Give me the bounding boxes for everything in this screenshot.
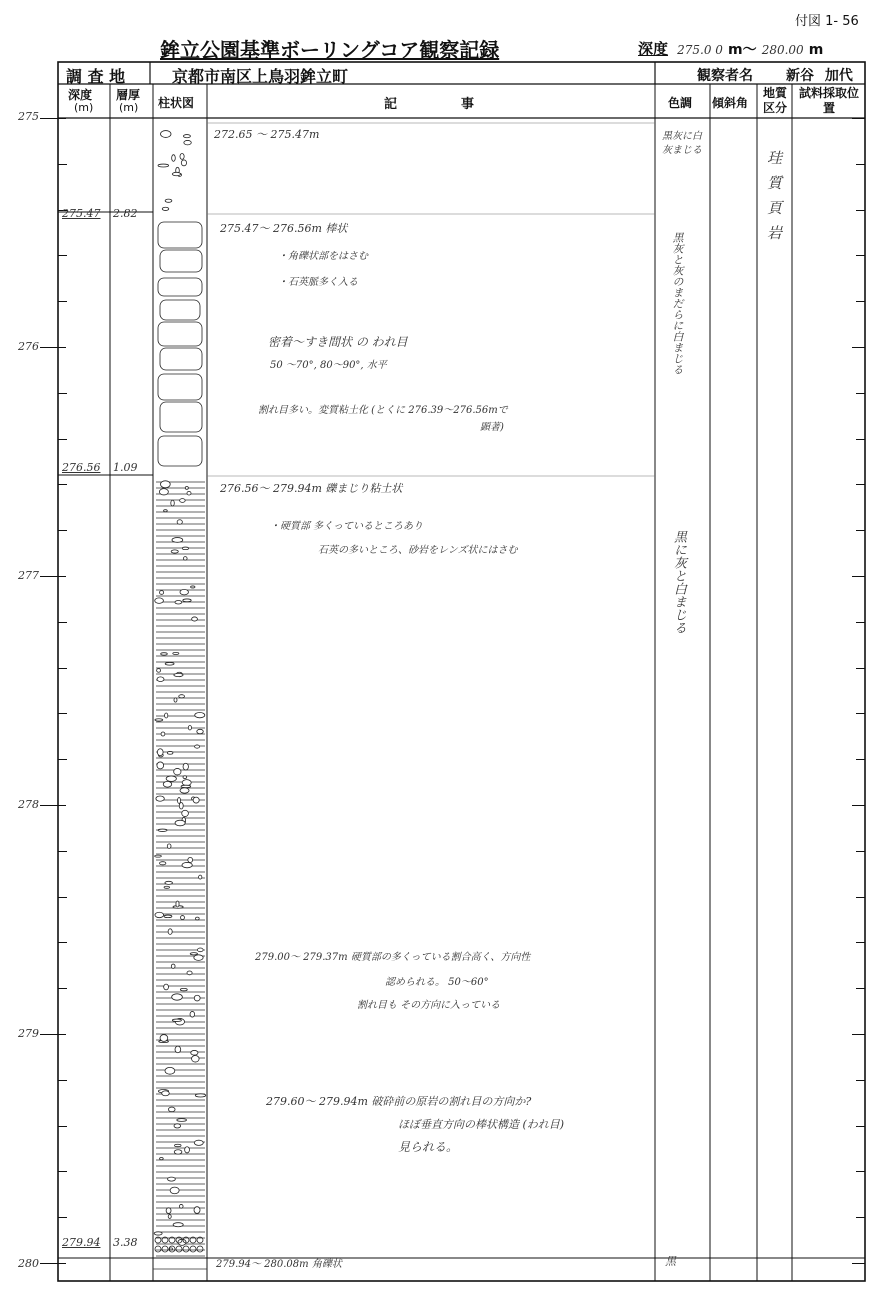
clast-mark xyxy=(183,599,191,602)
core-block xyxy=(158,436,202,466)
description-line: ほぼ垂直方向の棒状構造 (われ目) xyxy=(398,1118,565,1131)
clast-mark xyxy=(191,1050,198,1055)
clast-mark xyxy=(160,1035,168,1042)
clast-mark xyxy=(164,886,170,888)
clast-mark xyxy=(160,481,170,488)
clast-mark xyxy=(179,803,183,809)
clast-mark xyxy=(175,1144,182,1146)
clast-mark xyxy=(160,862,166,865)
clast-mark xyxy=(188,857,193,862)
clast-mark xyxy=(192,1056,200,1063)
clast-mark xyxy=(194,1207,200,1214)
breccia-clast xyxy=(176,1246,182,1252)
major-tick-right xyxy=(852,805,865,806)
description-line: 見られる。 xyxy=(398,1140,459,1154)
col-depth-unit: (m) xyxy=(74,101,94,114)
clast-mark xyxy=(168,1177,176,1181)
clast-mark xyxy=(193,797,199,803)
minor-tick-right xyxy=(856,1171,865,1172)
clast-mark xyxy=(172,1019,181,1021)
minor-tick-right xyxy=(856,210,865,211)
clast-mark xyxy=(155,912,164,917)
clast-mark xyxy=(190,1011,195,1017)
clast-mark xyxy=(156,796,164,801)
clast-mark xyxy=(192,617,198,621)
core-block xyxy=(158,278,202,296)
clast-mark xyxy=(175,600,182,604)
description-line: 279.00〜 279.37m 硬質部の多くっている割合高く、方向性 xyxy=(255,952,531,963)
breccia-clast xyxy=(162,1246,168,1252)
clast-mark xyxy=(165,881,173,884)
clast-mark xyxy=(187,971,192,975)
depth-scale-label: 276 xyxy=(18,340,39,353)
minor-tick-right xyxy=(856,255,865,256)
clast-mark xyxy=(157,669,161,673)
minor-tick-left xyxy=(58,484,67,485)
clast-mark xyxy=(161,732,165,736)
minor-tick-left xyxy=(58,439,67,440)
survey-site-value: 京都市南区上鳥羽鉾立町 xyxy=(172,67,349,86)
major-tick-left xyxy=(40,576,66,577)
color-note: 黒灰と灰のまだらに白まじる xyxy=(671,232,684,375)
clast-mark xyxy=(195,1094,205,1097)
clast-mark xyxy=(183,557,187,561)
clast-mark xyxy=(180,153,184,159)
clast-mark xyxy=(158,164,169,167)
depth-scale-label: 277 xyxy=(18,569,39,582)
core-block xyxy=(158,322,202,346)
breccia-clast xyxy=(183,1246,189,1252)
depth-range-to: 280.00 xyxy=(761,43,804,57)
clast-mark xyxy=(190,953,197,955)
breccia-clast xyxy=(155,1246,161,1252)
minor-tick-left xyxy=(58,988,67,989)
description-line: 279.60〜 279.94m 破砕前の原岩の割れ目の方向か? xyxy=(266,1095,532,1108)
clast-mark xyxy=(157,762,164,769)
minor-tick-right xyxy=(856,851,865,852)
depth-scale-label: 278 xyxy=(18,798,39,811)
major-tick-left xyxy=(40,118,66,119)
minor-tick-left xyxy=(58,164,67,165)
clast-mark xyxy=(174,673,183,676)
clast-mark xyxy=(174,768,181,775)
clast-mark xyxy=(180,988,187,990)
depth-scale-label: 275 xyxy=(18,110,39,123)
col-thickness-unit: (m) xyxy=(119,101,139,114)
clast-mark xyxy=(175,820,185,826)
clast-mark xyxy=(176,901,179,907)
clast-mark xyxy=(157,677,164,682)
geology-classification: 珪質頁岩 xyxy=(765,150,783,250)
clast-mark xyxy=(171,500,174,506)
clast-mark xyxy=(168,1215,171,1219)
clast-mark xyxy=(196,917,200,920)
col-dip-header: 傾斜角 xyxy=(712,96,749,110)
depth-scale-label: 280 xyxy=(18,1257,39,1270)
clast-mark xyxy=(180,589,188,595)
color-note: 黒 xyxy=(665,1255,676,1268)
clast-mark xyxy=(185,486,188,489)
boundary-thickness: 2.82 xyxy=(113,207,138,220)
major-tick-left xyxy=(40,1034,66,1035)
minor-tick-right xyxy=(856,942,865,943)
major-tick-right xyxy=(852,1263,865,1264)
minor-tick-left xyxy=(58,255,67,256)
minor-tick-left xyxy=(58,851,67,852)
clast-mark xyxy=(183,763,188,770)
minor-tick-right xyxy=(856,622,865,623)
col-sampling-header: 試料採取位置 xyxy=(798,86,859,115)
minor-tick-left xyxy=(58,942,67,943)
description-line: 275.47〜 276.56m 棒状 xyxy=(220,222,348,235)
clast-mark xyxy=(172,155,176,162)
minor-tick-left xyxy=(58,897,67,898)
clast-mark xyxy=(155,598,164,603)
col-depth-header: 深度 xyxy=(68,88,93,102)
minor-tick-left xyxy=(58,1126,67,1127)
description-line: 276.56〜 279.94m 礫まじり粘土状 xyxy=(220,482,403,495)
clast-mark xyxy=(183,776,187,779)
clast-mark xyxy=(163,781,171,787)
clast-mark xyxy=(194,995,200,1001)
page-title: 鉾立公園基準ボーリングコア観察記録 xyxy=(160,38,500,62)
boundary-thickness: 1.09 xyxy=(113,461,138,474)
breccia-clast xyxy=(197,1246,203,1252)
clast-mark xyxy=(197,729,204,733)
clast-mark xyxy=(172,994,183,1000)
clast-mark xyxy=(191,586,195,588)
minor-tick-left xyxy=(58,1080,67,1081)
clast-mark xyxy=(173,1223,183,1227)
minor-tick-right xyxy=(856,713,865,714)
clast-mark xyxy=(174,698,177,702)
boundary-thickness: 3.38 xyxy=(113,1236,138,1249)
clast-mark xyxy=(181,160,186,166)
description-line: ・石英脈多く入る xyxy=(278,277,358,288)
clast-mark xyxy=(167,751,173,754)
description-line: 密着〜すき間状 の われ目 xyxy=(268,335,408,349)
major-tick-right xyxy=(852,576,865,577)
core-block xyxy=(160,250,202,272)
depth-scale-label: 279 xyxy=(18,1027,39,1040)
minor-tick-left xyxy=(58,713,67,714)
major-tick-right xyxy=(852,347,865,348)
minor-tick-left xyxy=(58,530,67,531)
minor-tick-left xyxy=(58,1171,67,1172)
clast-mark xyxy=(166,776,176,781)
col-thickness-header: 層厚 xyxy=(116,88,141,102)
clast-mark xyxy=(160,1157,164,1159)
boundary-depth: 275.47 xyxy=(62,207,101,220)
clast-mark xyxy=(194,1140,203,1145)
clast-mark xyxy=(180,499,186,503)
core-block xyxy=(160,348,202,370)
clast-mark xyxy=(155,855,162,857)
clast-mark xyxy=(162,1091,170,1096)
depth-range-unit-from: m〜 xyxy=(728,42,757,58)
description-line: 272.65 〜 275.47m xyxy=(214,128,320,141)
col-geology-header: 地質区分 xyxy=(762,86,787,115)
minor-tick-right xyxy=(856,897,865,898)
clast-mark xyxy=(165,713,168,718)
clast-mark xyxy=(172,538,183,543)
col-column-chart-header: 柱状図 xyxy=(158,96,195,110)
clast-mark xyxy=(171,550,178,553)
depth-range-from: 275.0 0 xyxy=(677,43,723,57)
clast-mark xyxy=(168,929,172,935)
clast-mark xyxy=(182,862,192,867)
core-block xyxy=(158,374,202,400)
observer-name: 新谷 加代 xyxy=(786,68,853,84)
clast-mark xyxy=(172,172,180,175)
major-tick-left xyxy=(40,347,66,348)
breccia-clast xyxy=(190,1246,196,1252)
core-block xyxy=(160,402,202,432)
clast-mark xyxy=(169,1248,172,1250)
col-color-header: 色調 xyxy=(668,96,693,110)
clast-mark xyxy=(195,712,205,717)
clast-mark xyxy=(168,1107,175,1112)
clast-mark xyxy=(179,1204,183,1208)
minor-tick-left xyxy=(58,301,67,302)
clast-mark xyxy=(174,1124,181,1128)
clast-mark xyxy=(177,520,182,524)
boundary-depth: 279.94 xyxy=(62,1236,101,1249)
clast-mark xyxy=(154,1232,162,1235)
boundary-depth: 276.56 xyxy=(62,461,101,474)
clast-mark xyxy=(167,844,171,848)
major-tick-right xyxy=(852,118,865,119)
color-note: 黒灰に白灰まじる xyxy=(662,131,702,156)
col-description-header-b: 事 xyxy=(461,97,475,112)
major-tick-left xyxy=(40,805,66,806)
clast-mark xyxy=(158,829,167,831)
clast-mark xyxy=(183,135,190,138)
clast-mark xyxy=(184,140,191,144)
description-line: 認められる。 50〜60° xyxy=(385,977,489,988)
clast-mark xyxy=(165,199,172,202)
minor-tick-right xyxy=(856,1126,865,1127)
clast-mark xyxy=(174,1150,182,1154)
minor-tick-right xyxy=(856,668,865,669)
clast-mark xyxy=(173,652,179,654)
clast-mark xyxy=(197,948,203,952)
depth-range-label: 深度 xyxy=(638,40,669,58)
clast-mark xyxy=(180,788,189,793)
clast-mark xyxy=(180,916,184,920)
minor-tick-right xyxy=(856,439,865,440)
clast-mark xyxy=(164,510,168,512)
clast-mark xyxy=(160,131,171,138)
clast-mark xyxy=(160,591,164,595)
clast-mark xyxy=(181,785,191,787)
clast-mark xyxy=(182,780,191,786)
minor-tick-right xyxy=(856,759,865,760)
clast-mark xyxy=(182,547,188,550)
clast-mark xyxy=(164,984,169,990)
clast-mark xyxy=(194,955,203,961)
description-line: 279.94〜 280.08m 角礫状 xyxy=(216,1259,342,1270)
observer-label: 観察者名 xyxy=(697,68,753,84)
description-line: ・角礫状部をはさむ xyxy=(278,251,368,262)
clast-mark xyxy=(185,1147,190,1153)
minor-tick-left xyxy=(58,759,67,760)
clast-mark xyxy=(159,489,168,495)
core-block xyxy=(158,222,202,248)
clast-mark xyxy=(199,875,202,879)
clast-mark xyxy=(157,749,163,756)
major-tick-right xyxy=(852,1034,865,1035)
col-description-header-a: 記 xyxy=(384,97,398,112)
survey-site-label: 調 査 地 xyxy=(66,67,126,86)
description-line: 割れ目も その方向に入っている xyxy=(357,1000,501,1011)
clast-mark xyxy=(179,695,185,698)
major-tick-left xyxy=(40,1263,66,1264)
clast-mark xyxy=(177,1119,187,1122)
core-block xyxy=(160,300,200,320)
clast-mark xyxy=(187,491,191,495)
clast-mark xyxy=(182,810,189,816)
description-line: 50 〜70°, 80〜90°, 水平 xyxy=(270,360,387,371)
description-line: 顕著) xyxy=(480,422,504,433)
minor-tick-right xyxy=(856,301,865,302)
clast-mark xyxy=(165,1067,175,1074)
minor-tick-right xyxy=(856,484,865,485)
page-reference: 付図 1- 56 xyxy=(795,14,859,29)
depth-range-unit-to: m xyxy=(808,42,824,58)
clast-mark xyxy=(166,1208,171,1214)
minor-tick-left xyxy=(58,622,67,623)
clast-mark xyxy=(195,745,200,748)
minor-tick-right xyxy=(856,1217,865,1218)
clast-mark xyxy=(165,662,174,665)
minor-tick-left xyxy=(58,393,67,394)
description-line: 石英の多いところ、砂岩をレンズ状にはさむ xyxy=(318,545,518,556)
clast-mark xyxy=(188,725,191,729)
clast-mark xyxy=(161,653,168,655)
clast-mark xyxy=(164,915,172,918)
description-line: ・硬質部 多くっているところあり xyxy=(270,521,423,532)
minor-tick-right xyxy=(856,1080,865,1081)
minor-tick-left xyxy=(58,1217,67,1218)
minor-tick-right xyxy=(856,988,865,989)
color-note: 黒に灰と白まじる xyxy=(671,530,686,634)
minor-tick-left xyxy=(58,668,67,669)
clast-mark xyxy=(175,1046,181,1053)
minor-tick-right xyxy=(856,530,865,531)
clast-mark xyxy=(171,964,175,968)
clast-mark xyxy=(162,207,169,210)
clast-mark xyxy=(170,1187,179,1194)
description-line: 割れ目多い。変質粘土化 (とくに 276.39〜276.56mで xyxy=(258,405,508,416)
clast-mark xyxy=(155,719,163,721)
minor-tick-right xyxy=(856,164,865,165)
minor-tick-right xyxy=(856,393,865,394)
